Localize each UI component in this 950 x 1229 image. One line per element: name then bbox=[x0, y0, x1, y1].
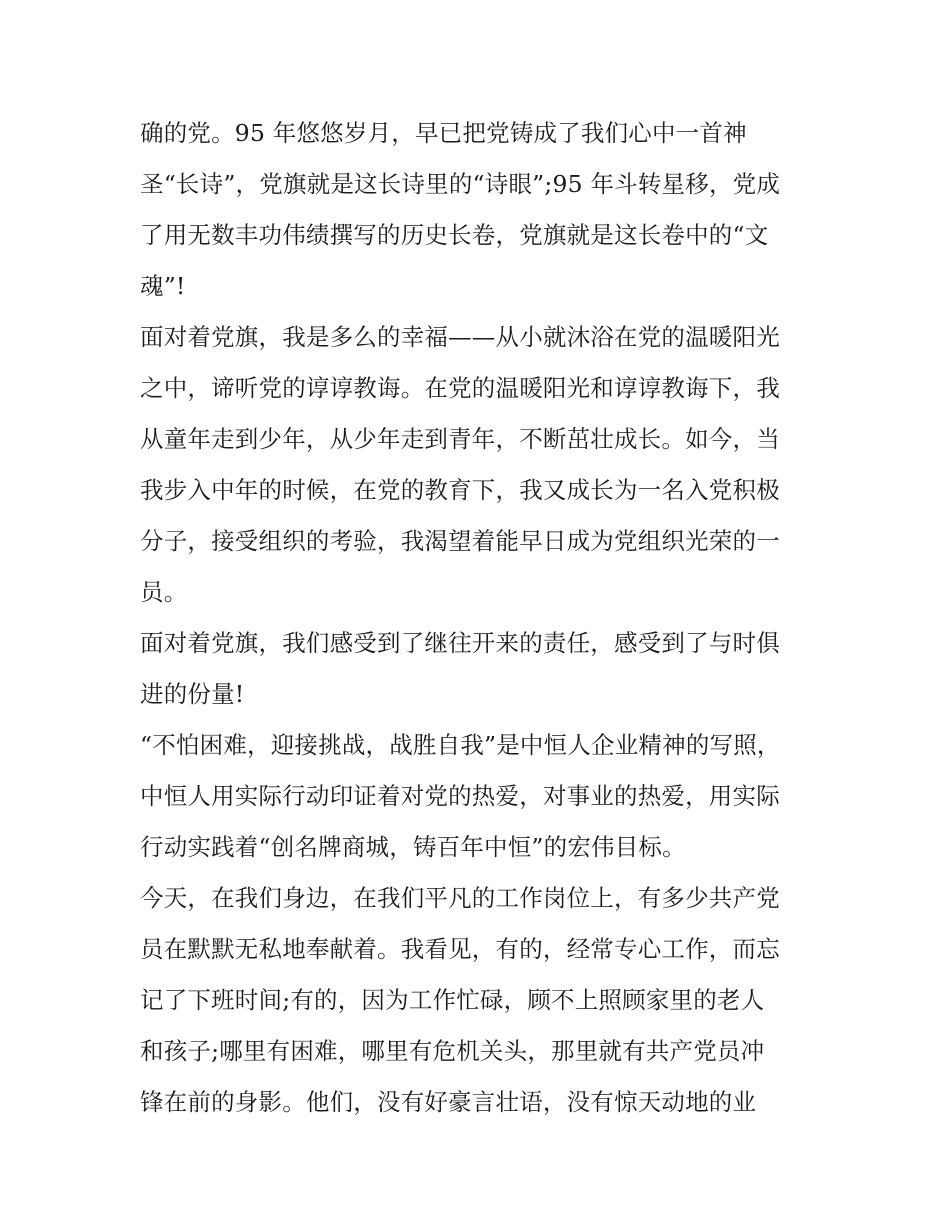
text-line: 锋在前的身影。他们，没有好豪言壮语，没有惊天动地的业 bbox=[140, 1088, 757, 1116]
text-line: 面对着党旗，我们感受到了继往开来的责任，感受到了与时俱 bbox=[140, 629, 780, 657]
text-line: 魂”! bbox=[140, 272, 186, 300]
text-line: “不怕困难，迎接挑战，战胜自我”是中恒人企业精神的写照， bbox=[140, 731, 781, 759]
text-line: 今天，在我们身边，在我们平凡的工作岗位上，有多少共产党 bbox=[140, 884, 780, 912]
text-line: 确的党。95 年悠悠岁月，早已把党铸成了我们心中一首神 bbox=[140, 119, 747, 147]
text-line: 之中，谛听党的谆谆教诲。在党的温暖阳光和谆谆教诲下，我 bbox=[140, 374, 780, 402]
text-line: 中恒人用实际行动印证着对党的热爱，对事业的热爱，用实际 bbox=[140, 782, 780, 810]
text-line: 员。 bbox=[140, 578, 188, 606]
text-line: 和孩子;哪里有困难，哪里有危机关头，那里就有共产党员冲 bbox=[140, 1037, 765, 1065]
text-line: 员在默默无私地奉献着。我看见，有的，经常专心工作，而忘 bbox=[140, 935, 780, 963]
text-line: 进的份量! bbox=[140, 680, 245, 708]
text-line: 从童年走到少年，从少年走到青年，不断茁壮成长。如今，当 bbox=[140, 425, 780, 453]
text-line: 面对着党旗，我是多么的幸福——从小就沐浴在党的温暖阳光 bbox=[140, 323, 780, 351]
text-line: 分子，接受组织的考验，我渴望着能早日成为党组织光荣的一 bbox=[140, 527, 780, 555]
document-body bbox=[140, 108, 820, 1128]
text-line: 记了下班时间;有的，因为工作忙碌，顾不上照顾家里的老人 bbox=[140, 986, 765, 1014]
text-line: 了用无数丰功伟绩撰写的历史长卷，党旗就是这长卷中的“文 bbox=[140, 221, 769, 249]
text-line: 行动实践着“创名牌商城，铸百年中恒”的宏伟目标。 bbox=[140, 833, 686, 861]
text-line: 我步入中年的时候，在党的教育下，我又成长为一名入党积极 bbox=[140, 476, 780, 504]
text-line: 圣“长诗”，党旗就是这长诗里的“诗眼”;95 年斗转星移，党成 bbox=[140, 170, 781, 198]
